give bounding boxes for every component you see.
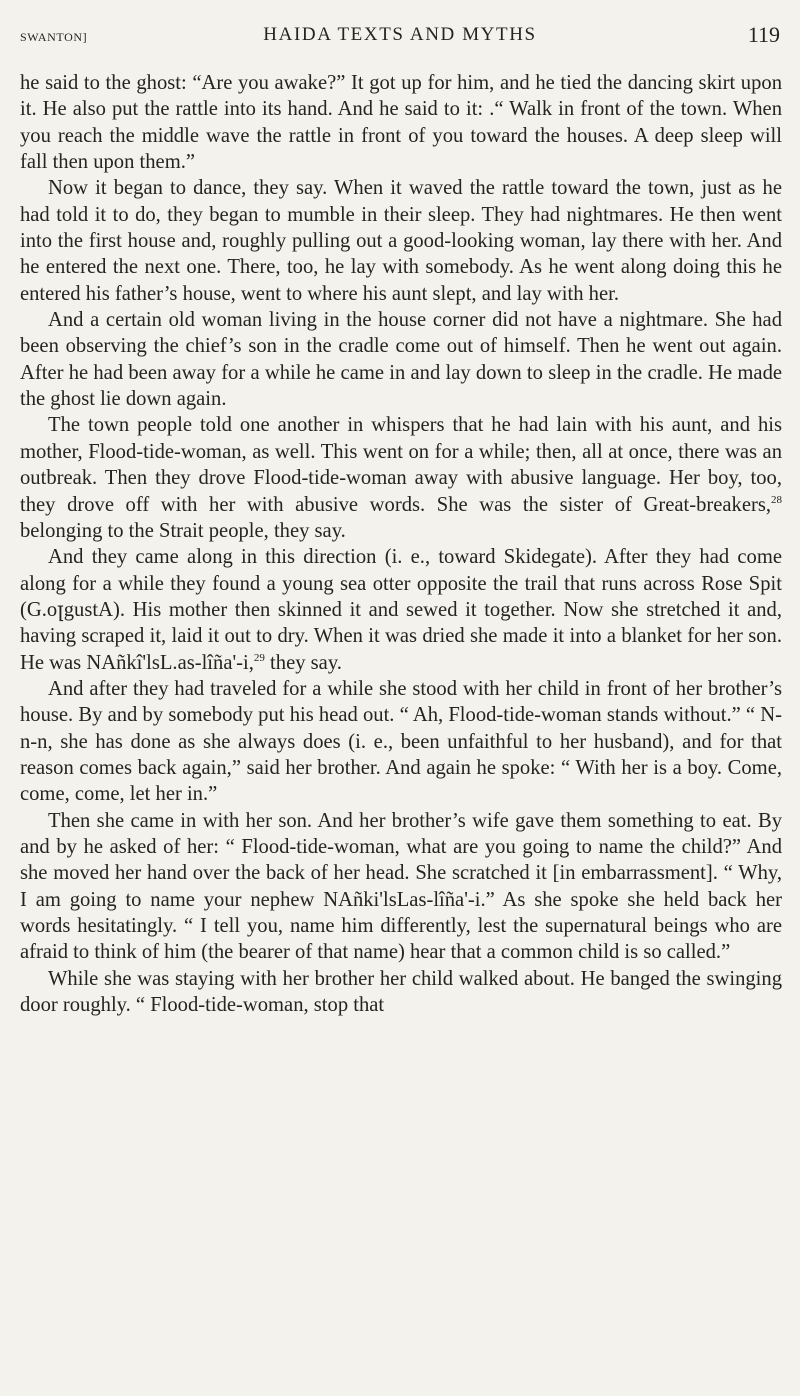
paragraph: he said to the ghost: “Are you awake?” It got up for him, and he tied the dancing skirt upon it. He also put the rattle into its hand. And he said to it: .“ Walk in front of the town. When you reach the middle wave the rattle in front of you toward the houses. A deep sleep will fall then upon them.” xyxy=(20,72,782,174)
author-running-head: SWANTON] xyxy=(20,30,88,44)
paragraph-text: And they came along in this direction (i. e., toward Skidegate). After they had come along for a while they found a young sea otter opposite the trail that runs across Rose Spit (G.oꞁgustA). His mother then skinned it and sewed it together. Now she stretched it and, having scraped it, laid it out to dry. When it was dried she made it into a blanket for her son. He was NAñkî'lsL.as-lîña'-i, xyxy=(20,546,782,674)
footnote-marker: 29 xyxy=(253,651,265,664)
paragraph-text: The town people told one another in whispers that he had lain with his aunt, and his mother, Flood-tide-woman, as well. This went on for a while; then, all at once, there was an outbreak. Then they drove Flood-tide-woman away with abusive language. Her boy, too, they drove off with her with abusive words. She was the sister of Great-breakers, xyxy=(20,414,782,516)
running-head xyxy=(20,20,780,54)
paragraph: And a certain old woman living in the house corner did not have a nightmare. She had been observing the chief’s son in the cradle come out of himself. Then he went out again. After he had been away for a while he came in and lay down to sleep in the cradle. He made the ghost lie down again. xyxy=(20,309,782,411)
page-number: 119 xyxy=(747,22,780,47)
paragraph-text: they say. xyxy=(264,651,342,674)
paragraph: Then she came in with her son. And her brother’s wife gave them something to eat. By and by he asked of her: “ Flood-tide-woman, what are you going to name the child?” And she moved her hand over the back of her head. She scratched it [in embarrassment]. “ Why, I am going to name your nephew NAñki'lsLas-lîña'-i.” As she spoke she held back her words hesitatingly. “ I tell you, name him differently, lest the supernatural beings who are afraid to think of him (the bearer of that name) hear that a common child is so called.” xyxy=(20,809,782,964)
footnote-marker: 28 xyxy=(771,493,782,506)
paragraph: And after they had traveled for a while she stood with her child in front of her brother’s house. By and by somebody put his head out. “ Ah, Flood-tide-woman stands without.” “ N-n-n, she has done as she always does (i. e., been unfaithful to her husband), and for that reason comes back again,” said her brother. And again he spoke: “ With her is a boy. Come, come, come, let her in.” xyxy=(20,677,782,806)
paragraph-text: belonging to the Strait people, they say. xyxy=(20,519,346,542)
paragraph: While she was staying with her brother her child walked about. He banged the swinging door roughly. “ Flood-tide-woman, stop that xyxy=(20,967,782,1017)
paragraph xyxy=(20,544,782,676)
body-text xyxy=(20,70,782,1018)
book-title-running-head: HAIDA TEXTS AND MYTHS xyxy=(263,24,537,45)
paragraph: Now it began to dance, they say. When it waved the rattle toward the town, just as he had told it to do, they began to mumble in their sleep. They had nightmares. He then went into the first house and, roughly pulling out a good-looking woman, lay there with her. And he entered the next one. There, too, he lay with somebody. As he went along doing this he entered his father’s house, went to where his aunt slept, and lay with her. xyxy=(20,177,782,305)
paragraph xyxy=(20,412,782,544)
